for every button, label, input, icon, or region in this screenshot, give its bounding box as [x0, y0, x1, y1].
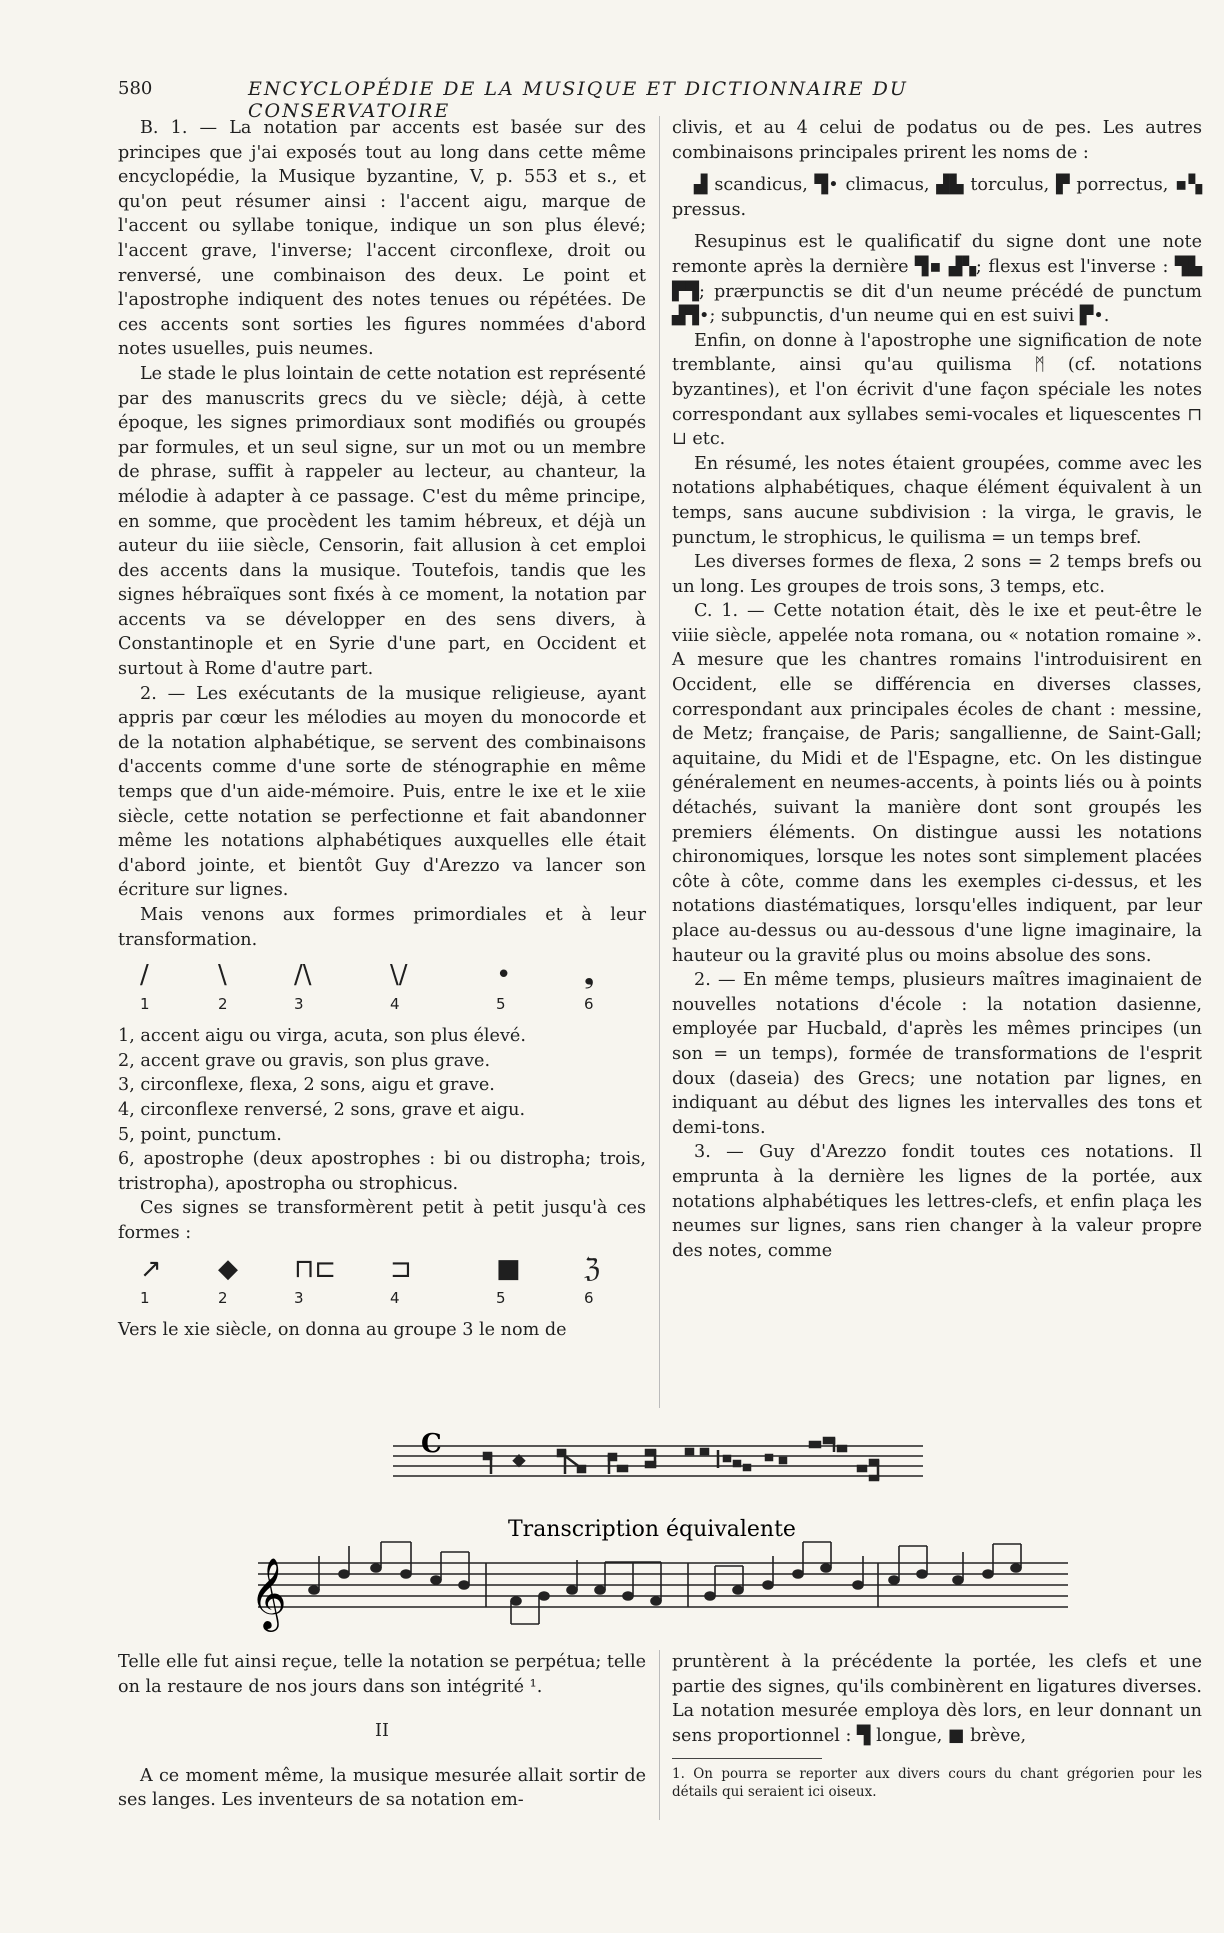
- paragraph: Mais venons aux formes primordiales et à leur transformation.: [118, 905, 646, 950]
- page-header: [118, 78, 1078, 122]
- neume-figure-2: ◆: [218, 1253, 238, 1284]
- accent-figure-2: \: [218, 960, 227, 991]
- bottom-left-column: [118, 1650, 646, 1813]
- accent-figures: [118, 960, 646, 1018]
- footnote: 1. On pourra se reporter aux divers cours du chant grégorien pour les détails qui seraient ici oiseux.: [672, 1766, 1202, 1801]
- transcription-title: Transcription équivalente: [508, 1517, 796, 1542]
- figure-number: 2: [218, 995, 228, 1014]
- running-title: ENCYCLOPÉDIE DE LA MUSIQUE ET DICTIONNAIRE DU CONSERVATOIRE: [248, 78, 908, 122]
- figure-number: 1: [140, 995, 150, 1014]
- paragraph: A ce moment même, la musique mesurée allait sortir de ses langes. Les inventeurs de sa notation em-: [118, 1765, 646, 1811]
- accent-figure-5: •: [496, 960, 512, 991]
- paragraph: Vers le xie siècle, on donna au groupe 3 le nom de: [118, 1319, 567, 1340]
- footnote-rule: [672, 1758, 822, 1759]
- paragraph: 2. — Les exécutants de la musique religieuse, ayant appris par cœur les mélodies au moyen du monocorde et de la notation alphabétique, se servent des combinaisons d'accents comme d'une sorte de sténographie en même temps que d'un aide-mémoire. Puis, entre le ixe et le xiie siècle, cette notation se perfectionne et fait abandonner même les notations alphabétiques auxquelles elle était d'abord jointe, et bientôt Guy d'Arezzo va lancer son écriture sur lignes.: [118, 683, 646, 901]
- column-divider: [659, 1650, 660, 1820]
- paragraph: Enfin, on donne à l'apostrophe une signification de note tremblante, ainsi qu'au quilisma ᛗ (cf. notations byzantines), et l'on écrivit d'une façon spéciale les notes correspondant aux syllabes semi-vocales et liquescentes ⊓ ⊔ etc.: [672, 330, 1202, 450]
- accent-list: [118, 1024, 646, 1196]
- neume-staff: [118, 1428, 1208, 1638]
- list-item: 3, circonflexe, flexa, 2 sons, aigu et grave.: [118, 1075, 495, 1096]
- neume-figure-6: ℨ: [584, 1253, 601, 1284]
- paragraph: Resupinus est le qualificatif du signe dont une note remonte après la dernière ▜▪ ▟▚; flexus est l'inverse : ▜▙ ▛▜; prærpunctis se dit d'un neume précédé de punctum ▟▜•; subpunctis, d'un neume qui en est suivi ▛•.: [672, 232, 1202, 327]
- bottom-right-column: [672, 1650, 1202, 1801]
- paragraph: Les diverses formes de flexa, 2 sons = 2 temps brefs ou un long. Les groupes de trois sons, 3 temps, etc.: [672, 552, 1202, 597]
- list-item: 2, accent grave ou gravis, son plus grave.: [118, 1050, 491, 1071]
- figure-number: 3: [294, 995, 304, 1014]
- figure-number: 2: [218, 1288, 228, 1307]
- accent-figure-3: /\: [294, 960, 312, 991]
- paragraph: 3. — Guy d'Arezzo fondit toutes ces notations. Il emprunta à la dernière les lignes de la portée, aux notations alphabétiques les lettres-clefs, et enfin plaça les neumes sur lignes, sans rien changer à la valeur propre des notes, comme: [672, 1142, 1202, 1261]
- treble-clef-icon: 𝄞: [250, 1556, 287, 1629]
- paragraph: pruntèrent à la précédente la portée, les clefs et une partie des signes, qu'ils combinèrent en ligatures diverses. La notation mesurée employa dès lors, en leur donnant un sens proportionnel : ▜ longue, ■ brève,: [672, 1652, 1202, 1746]
- figure-number: 6: [584, 1288, 594, 1307]
- neume-figure-5: ■: [496, 1253, 521, 1284]
- column-divider: [659, 116, 660, 1408]
- figure-number: 6: [584, 995, 594, 1014]
- clef-letter: C: [421, 1429, 442, 1459]
- paragraph: Telle elle fut ainsi reçue, telle la notation se perpétua; telle on la restaure de nos jours dans son intégrité ¹.: [118, 1652, 647, 1697]
- paragraph: Le stade le plus lointain de cette notation est représenté par des manuscrits grecs du ve siècle; déjà, à cette époque, les signes primordiaux sont modifiés ou groupés par formules, et un seul signe, sur un mot ou un membre de phrase, suffit à rappeler au lecteur, au chanteur, la mélodie à adapter à ce passage. C'est du même principe, en somme, que procèdent les tamim hébreux, et déjà un auteur du iiie siècle, Censorin, fait allusion à cet emploi des accents dans la musique. Toutefois, tandis que les signes hébraïques sont fixés à ce moment, la notation par accents va se développer en des sens divers, à Constantinople et en Syrie d'une part, en Occident et surtout à Rome d'autre part.: [118, 363, 646, 680]
- music-example: [118, 1428, 1208, 1638]
- left-column: [118, 116, 646, 1342]
- paragraph: En résumé, les notes étaient groupées, comme avec les notations alphabétiques, chaque élément équivalent à un temps, sans aucune subdivision : la virga, le gravis, le punctum, le strophicus, le quilisma = un temps bref.: [672, 453, 1202, 548]
- notes-lower: [309, 1542, 1021, 1624]
- right-column: [672, 116, 1202, 1263]
- page-number: 580: [118, 78, 153, 99]
- figure-number: 5: [496, 1288, 506, 1307]
- list-item: 4, circonflexe renversé, 2 sons, grave et aigu.: [118, 1099, 526, 1120]
- accent-figure-1: /: [140, 960, 149, 991]
- figure-number: 5: [496, 995, 506, 1014]
- neume-figure-4: ⊐: [390, 1253, 412, 1284]
- accent-figure-6: ❟: [584, 960, 595, 991]
- neumes-on-staff: [484, 1438, 878, 1480]
- paragraph: 2. — En même temps, plusieurs maîtres imaginaient de nouvelles notations d'école : la notation dasienne, employée par Hucbald, d'après les mêmes principes (un son = un temps), formée de transformations de l'esprit doux (daseia) des Grecs; une notation par lignes, en indiquant au début des lignes les intervalles des tons et demi-tons.: [672, 970, 1202, 1138]
- paragraph: B. 1. — La notation par accents est basée sur des principes que j'ai exposés tout au long dans cette même encyclopédie, la Musique byzantine, V, p. 553 et s., et qu'on peut résumer ainsi : l'accent aigu, marque de l'accent ou syllabe tonique, indique un son plus élevé; l'accent grave, l'inverse; l'accent circonflexe, droit ou renversé, une combinaison des deux. Le point et l'apostrophe indiquent des notes tenues ou répétées. De ces accents sont sorties les figures nommées d'abord notes usuelles, puis neumes.: [118, 118, 646, 360]
- figure-number: 4: [390, 995, 400, 1014]
- accent-figure-4: \/: [390, 960, 408, 991]
- section-heading: II: [375, 1721, 389, 1742]
- paragraph: ▟ scandicus, ▜• climacus, ▟▙ torculus, ▛ porrectus, ▪▚ pressus.: [672, 175, 1202, 220]
- neume-figure-1: ↗: [140, 1253, 162, 1284]
- figure-number: 3: [294, 1288, 304, 1307]
- paragraph: Ces signes se transformèrent petit à petit jusqu'à ces formes :: [118, 1198, 646, 1243]
- neume-figure-3: ⊓⊏: [294, 1253, 337, 1284]
- list-item: 6, apostrophe (deux apostrophes : bi ou distropha; trois, tristropha), apostropha ou strophicus.: [118, 1149, 646, 1194]
- neume-figures: [118, 1254, 646, 1312]
- figure-number: 4: [390, 1288, 400, 1307]
- figure-number: 1: [140, 1288, 150, 1307]
- list-item: 5, point, punctum.: [118, 1124, 282, 1145]
- list-item: 1, accent aigu ou virga, acuta, son plus élevé.: [118, 1026, 526, 1047]
- paragraph: clivis, et au 4 celui de podatus ou de pes. Les autres combinaisons principales prirent les noms de :: [672, 118, 1202, 163]
- paragraph: C. 1. — Cette notation était, dès le ixe et peut-être le viiie siècle, appelée nota romana, ou « notation romaine ». A mesure que les chantres romains l'introduisirent en Occident, elle se différencia en diverses classes, correspondant aux principales écoles de chant : messine, de Metz; française, de Paris; sangallienne, de Saint-Gall; aquitaine, du Midi et de l'Espagne, etc. On les distingue généralement en neumes-accents, à points liés ou à points détachés, suivant la manière dont sont groupés les premiers éléments. On distingue aussi les notations chironomiques, lorsque les notes sont simplement placées côte à côte, comme dans les exemples ci-dessus, et les notations diastématiques, lorsqu'elles indiquent, par leur place au-dessus ou au-dessous d'une ligne imaginaire, la hauteur ou la gravité plus ou moins absolue des sons.: [672, 601, 1202, 966]
